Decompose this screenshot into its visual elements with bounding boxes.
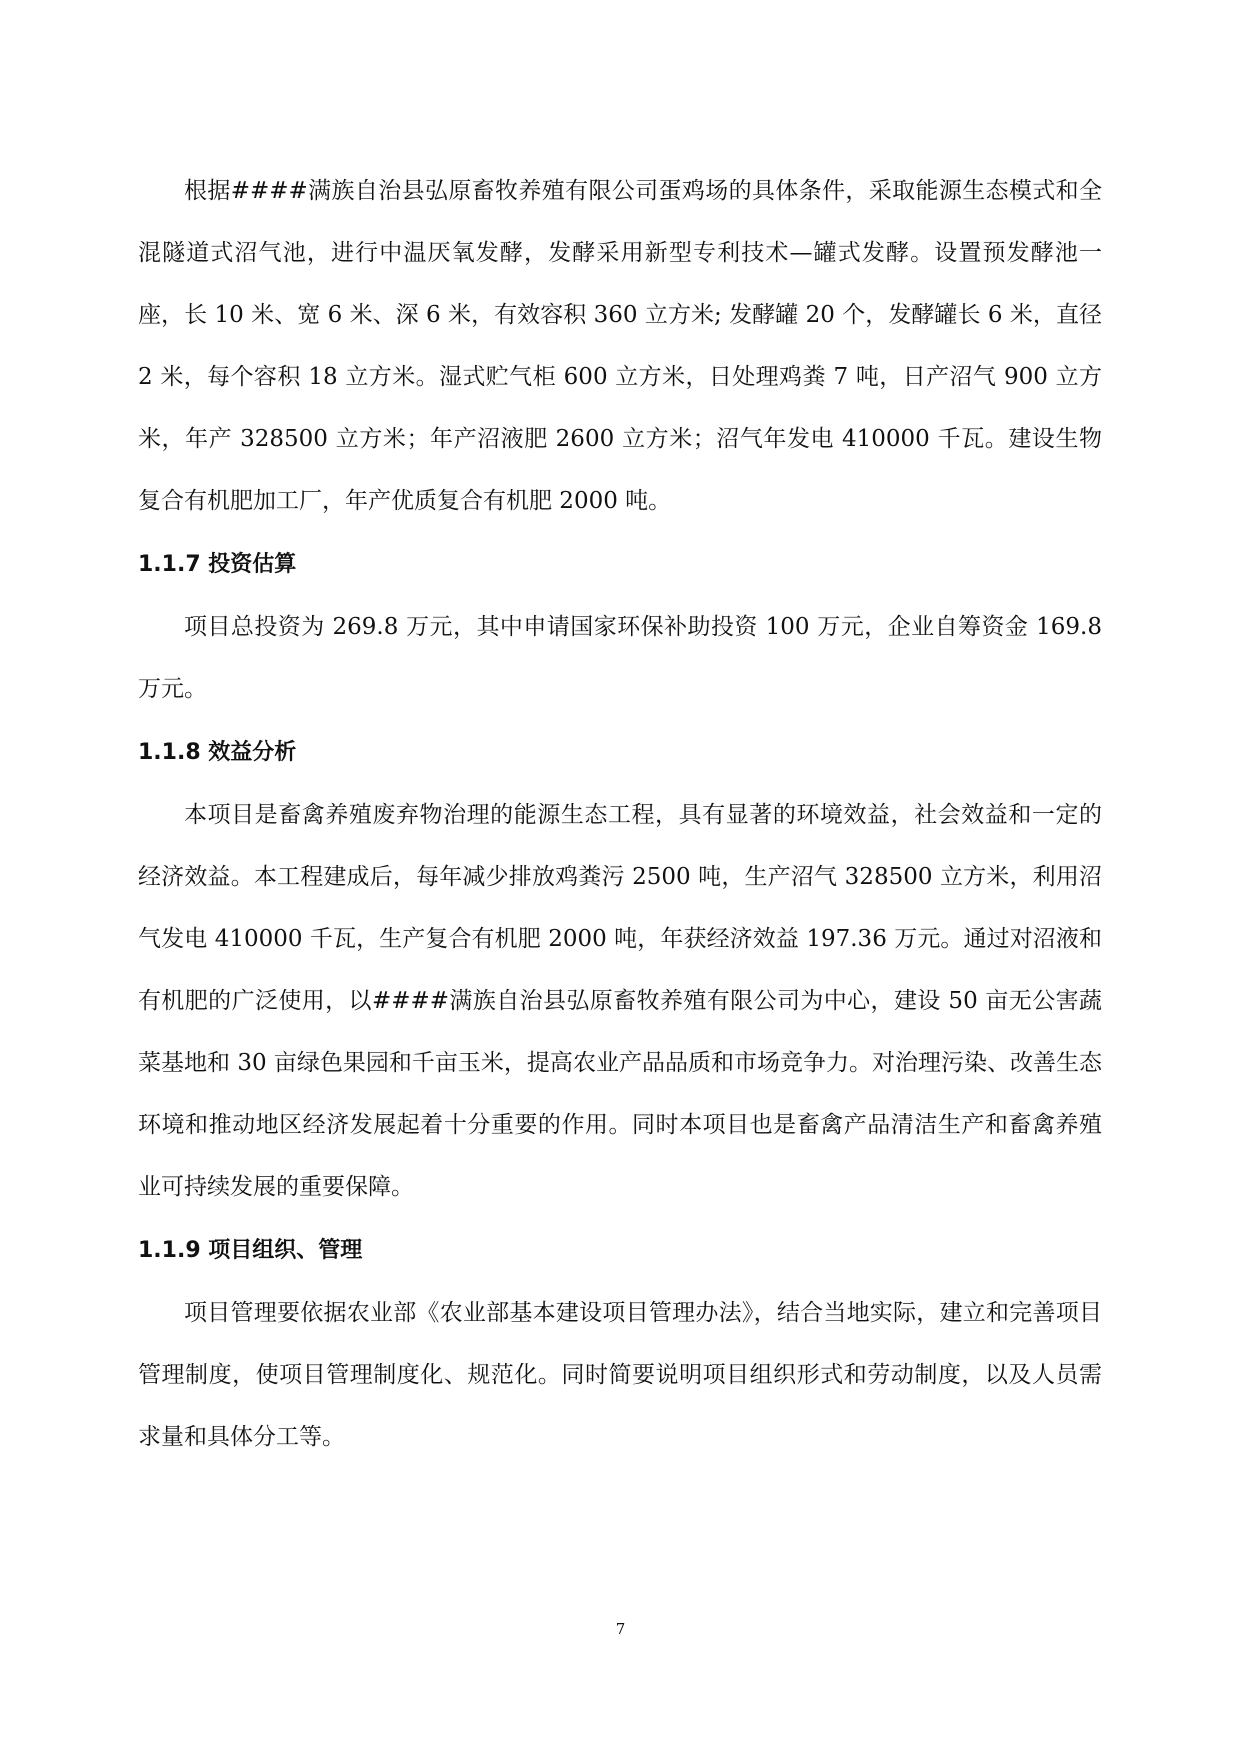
paragraph-investment: 项目总投资为 269.8 万元，其中申请国家环保补助投资 100 万元，企业自筹资金 169.8 万元。 <box>138 614 1102 702</box>
heading-investment-estimate: 1.1.7 投资估算 <box>138 552 297 577</box>
heading-benefit-analysis: 1.1.8 效益分析 <box>138 740 297 765</box>
heading-project-organization: 1.1.9 项目组织、管理 <box>138 1238 363 1263</box>
paragraph-benefit: 本项目是畜禽养殖废弃物治理的能源生态工程，具有显著的环境效益，社会效益和一定的经济效益。本工程建成后，每年减少排放鸡粪污 2500 吨，生产沼气 328500 立方米，利用沼气发电 410000 千瓦，生产复合有机肥 2000 吨，年获经济效益 197.36 万元。通过对沼液和有机肥的广泛使用，以####满族自治县弘原畜牧养殖有限公司为中心，建设 50 亩无公害蔬菜基地和 30 亩绿色果园和千亩玉米，提高农业产品品质和市场竞争力。对治理污染、改善生态环境和推动地区经济发展起着十分重要的作用。同时本项目也是畜禽产品清洁生产和畜禽养殖业可持续发展的重要保障。 <box>138 802 1102 1200</box>
page-content <box>138 160 1102 1468</box>
page-number: 7 <box>615 1620 626 1638</box>
paragraph-project-scheme: 根据####满族自治县弘原畜牧养殖有限公司蛋鸡场的具体条件，采取能源生态模式和全混隧道式沼气池，进行中温厌氧发酵，发酵采用新型专利技术—罐式发酵。设置预发酵池一座，长 10 米、宽 6 米、深 6 米，有效容积 360 立方米; 发酵罐 20 个，发酵罐长 6 米，直径 2 米，每个容积 18 立方米。湿式贮气柜 600 立方米，日处理鸡粪 7 吨，日产沼气 900 立方米，年产 328500 立方米；年产沼液肥 2600 立方米；沼气年发电 410000 千瓦。建设生物复合有机肥加工厂，年产优质复合有机肥 2000 吨。 <box>138 178 1102 514</box>
paragraph-management: 项目管理要依据农业部《农业部基本建设项目管理办法》，结合当地实际，建立和完善项目管理制度，使项目管理制度化、规范化。同时简要说明项目组织形式和劳动制度，以及人员需求量和具体分工等。 <box>138 1300 1102 1450</box>
